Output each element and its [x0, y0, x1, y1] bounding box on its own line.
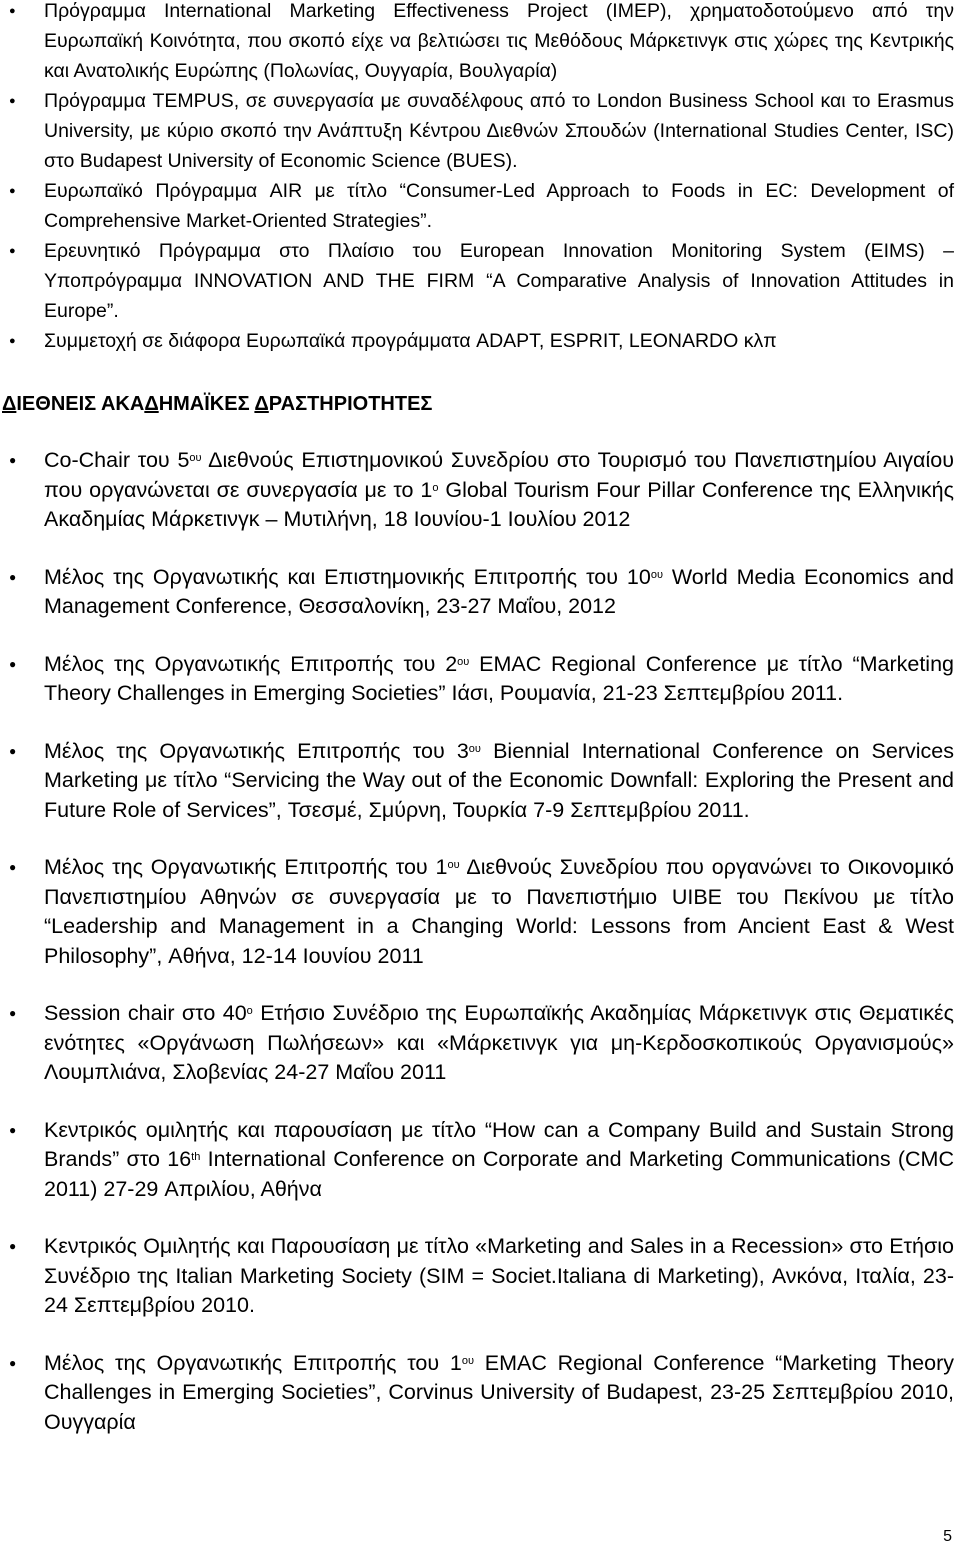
list-item: ● Μέλος της Οργανωτικής Επιτροπής του $1^{o\upsilon}$ Διεθνούς Συνεδρίου που οργανώνει το Οικονομικό Πανεπιστημίου Αθηνών σε συνεργασία με το Πανεπιστήμιο UIBE του Πεκίνου με τίτλο “Leadership and Management in a Changing World: Lessons from Ancient East & West Philosophy”, Αθήνα, 12-14 Ιουνίου 2011	[9, 855, 954, 968]
list-item: ● Πρόγραμμα TEMPUS, σε συνεργασία με συναδέλφους από το London Business School και το Erasmus University, με κύριο σκοπό την Ανάπτυξη Κέντρου Διεθνών Σπουδών (International Studies Center, ISC) στο Budapest University of Economic Science (BUES).	[4, 86, 954, 176]
list-item: ● Μέλος της Οργανωτικής Επιτροπής του $3^{o\upsilon}$ Biennial International Conference on Services Marketing με τίτλο “Servicing the Way out of the Economic Downfall: Exploring the Present and Future Role of Services”, Τσεσμέ, Σμύρνη, Τουρκία 7-9 Σεπτεμβρίου 2011.	[9, 738, 954, 822]
bullet-icon: ●	[9, 569, 17, 584]
bullet-icon: ●	[9, 656, 17, 671]
list-item: ● Πρόγραμμα International Marketing Effectiveness Project (IMEP), χρηματοδοτούμενο από την Ευρωπαϊκή Κοινότητα, που σκοπό είχε να βελτιώσει τις Μεθόδους Μάρκετινγκ στις χώρες της Κεντρικής και Ανατολικής Ευρώπης (Πολωνίας, Ουγγαρία, Βουλγαρία)	[4, 0, 954, 86]
section-heading: ΔΙΕΘΝΕΙΣ ΑΚΑΔΗΜΑΪΚΕΣ ΔΡΑΣΤΗΡΙΟΤΗΤΕΣ	[2, 393, 433, 415]
bullet-icon: ●	[9, 1122, 17, 1137]
bullet-icon: ●	[9, 245, 16, 257]
bullet-icon: ●	[9, 1239, 17, 1253]
list-item: ● Κεντρικός Ομιλητής και Παρουσίαση με τίτλο «Marketing and Sales in a Recession» στο Ετήσιο Συνέδριο της Italian Marketing Society (SIM = Societ.Italiana di Marketing), Ανκόνα, Ιταλία, 23-24 Σεπτεμβρίου 2010.	[9, 1234, 954, 1317]
bullet-icon: ●	[9, 1355, 17, 1370]
list-item: ● Κεντρικός ομιλητής και παρουσίαση με τίτλο “How can a Company Build and Sustain Strong Brands” στο 16th International Conference on Corporate and Marketing Communications (CMC 2011) 27-29 Απριλίου, Αθήνα	[9, 1117, 954, 1201]
bullet-icon: ●	[9, 95, 16, 107]
list-item: ● Μέλος της Οργανωτικής Επιτροπής του $2^{o\upsilon}$ EMAC Regional Conference με τίτλο “Marketing Theory Challenges in Emerging Societies” Ιάσι, Ρουμανία, 21-23 Σεπτεμβρίου 2011.	[9, 651, 955, 705]
list-item: ● Ερευνητικό Πρόγραμμα στο Πλαίσιο του European Innovation Monitoring System (EIMS) – Υποπρόγραμμα INNOVATION AND THE FIRM “A Comparative Analysis of Innovation Attitudes in Europe”.	[4, 236, 954, 326]
list-item: ● Co-Chair του $5^{o\upsilon}$ Διεθνούς Επιστημονικού Συνεδρίου στο Τουρισμό του Πανεπιστημίου Αιγαίου που οργανώνεται σε συνεργασία με το $1^o$ Global Tourism Four Pillar Conference της Ελληνικής Ακαδημίας Μάρκετινγκ – Μυτιλήνη, 18 Ιουνίου-1 Ιουλίου 2012	[9, 448, 954, 531]
bullet-icon: ●	[9, 335, 16, 347]
bullet-icon: ●	[9, 1006, 17, 1020]
bullet-icon: ●	[9, 453, 17, 467]
list-item: ● Session chair στο $40^o$ Ετήσιο Συνέδριο της Ευρωπαϊκής Ακαδημίας Μάρκετινγκ στις Θεματικές ενότητες «Οργάνωση Πωλήσεων» και «Μάρκετινγκ για μη-Κερδοσκοπικούς Οργανισμούς» Λουμπλιάνα, Σλοβενίας 24-27 Μαΐου 2011	[9, 1001, 954, 1084]
list-item: ● Συμμετοχή σε διάφορα Ευρωπαϊκά προγράμματα ADAPT, ESPRIT, LEONARDO κλπ	[4, 326, 954, 356]
bullet-icon: ●	[9, 5, 16, 17]
programs-list	[4, 0, 957, 356]
bullet-icon: ●	[9, 185, 16, 197]
list-item: ● Μέλος της Οργανωτικής Επιτροπής του $1^{o\upsilon}$ EMAC Regional Conference “Marketing Theory Challenges in Emerging Societies”, Corvinus University of Budapest, 23-25 Σεπτεμβρίου 2010, Ουγγαρία	[9, 1350, 954, 1434]
bullet-icon: ●	[9, 743, 17, 758]
bullet-icon: ●	[9, 860, 17, 874]
list-item: ● Μέλος της Οργανωτικής και Επιστημονικής Επιτροπής του $10^{o\upsilon}$ World Media Economics and Management Conference, Θεσσαλονίκη, 23-27 Μαΐου, 2012	[9, 564, 954, 618]
list-item: ● Ευρωπαϊκό Πρόγραμμα AIR με τίτλο “Consumer-Led Approach to Foods in EC: Development of Comprehensive Market-Oriented Strategies”.	[4, 176, 954, 236]
academic-activities-list	[4, 446, 957, 1465]
page-number: 5	[943, 1528, 952, 1545]
